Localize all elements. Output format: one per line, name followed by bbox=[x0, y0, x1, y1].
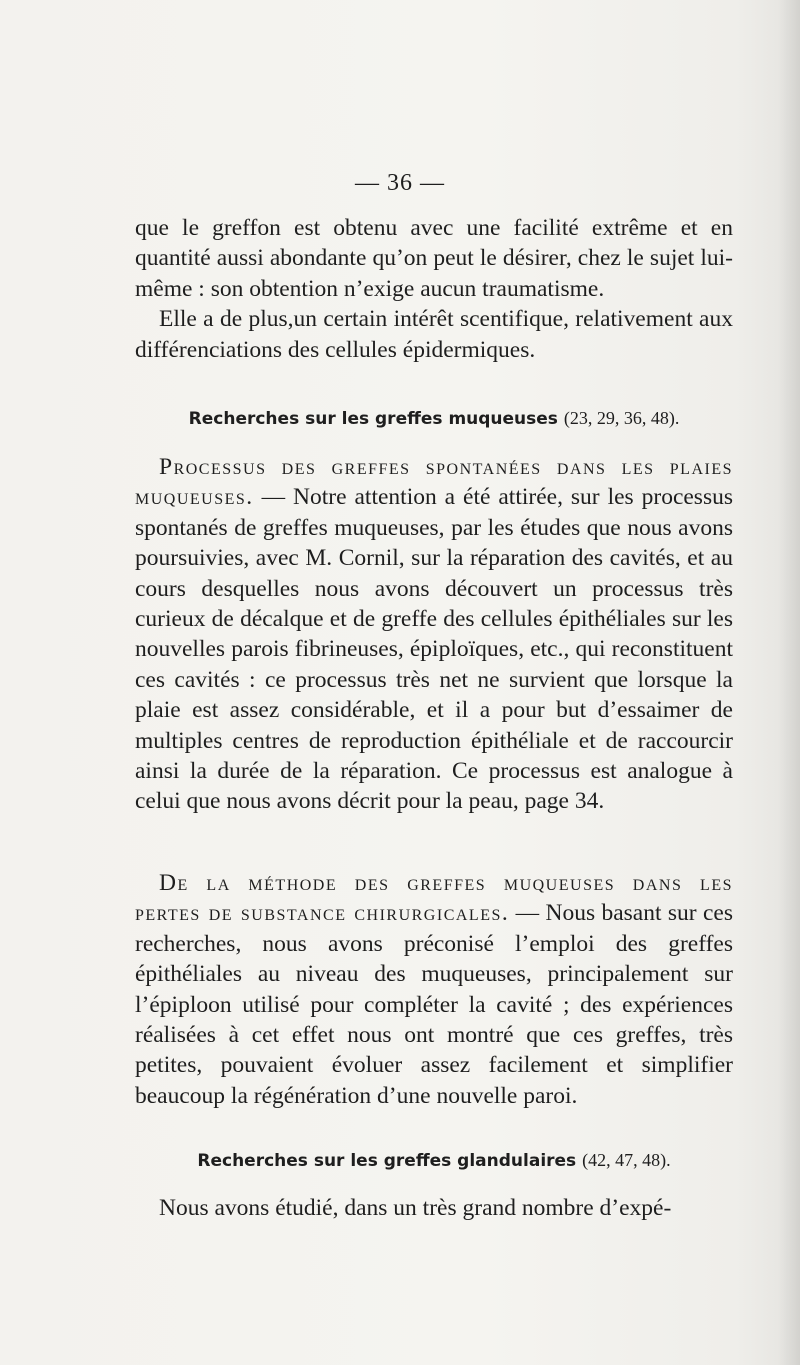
heading-refs: (23, 29, 36, 48). bbox=[563, 408, 680, 428]
paragraph-last: Nous avons étudié, dans un très grand nombre d’expé- bbox=[159, 1195, 672, 1221]
section-greffes-spontanees bbox=[135, 452, 733, 817]
section-title: De la méthode des greffes muqueuses dans les pertes de substance chirurgicales. bbox=[135, 870, 733, 927]
heading-greffes-muqueuses bbox=[135, 408, 733, 429]
heading-title: Recherches sur les greffes muqueuses bbox=[188, 409, 558, 429]
intro-text bbox=[135, 213, 733, 365]
section-body: — Nous basant sur ces recherches, nous avons préconisé l’emploi des greffes épithéliales au niveau des muqueuses, principalement sur l’épiploon utilisé pour compléter la cavité ; des expériences réalisées à cet effet nous ont montré que ces greffes, très petites, pouvaient évoluer assez facilement et simplifier beaucoup la régénération d’une nouvelle paroi. bbox=[135, 900, 733, 1109]
paragraph-1: que le greffon est obtenu avec une facilité extrême et en quantité aussi abondante qu’on peut le désirer, chez le sujet lui-même : son obtention n’exige aucun traumatisme. bbox=[135, 215, 733, 302]
page-number: — 36 — bbox=[355, 170, 445, 196]
heading-title: Recherches sur les greffes glandulaires bbox=[197, 1151, 577, 1171]
section-methode-greffes bbox=[135, 868, 733, 1111]
paragraph-2: Elle a de plus,un certain intérêt scentifique, relativement aux différenciations des cellules épidermiques. bbox=[135, 306, 733, 363]
section-body: — Notre attention a été attirée, sur les processus spontanés de greffes muqueuses, par les études que nous avons poursuivies, avec M. Cornil, sur la réparation des cavités, et au cours desquelles nous avons découvert un processus très curieux de décalque et de greffe des cellules épithéliales sur les nouvelles parois fibrineuses, épiploïques, etc., qui reconstituent ces cavités : ce processus très net ne survient que lorsque la plaie est assez considérable, et il a pour but d’essaimer de multiples centres de reproduction épithéliale et de raccourcir ainsi la durée de la réparation. Ce processus est analogue à celui que nous avons décrit pour la peau, page 34. bbox=[135, 484, 733, 815]
section-title: Processus des greffes spontanées dans les plaies muqueuses. bbox=[135, 454, 733, 511]
heading-refs: (42, 47, 48). bbox=[582, 1150, 671, 1170]
heading-greffes-glandulaires bbox=[135, 1150, 733, 1171]
page-edge-shadow bbox=[778, 0, 800, 1365]
closing-text bbox=[135, 1193, 733, 1223]
